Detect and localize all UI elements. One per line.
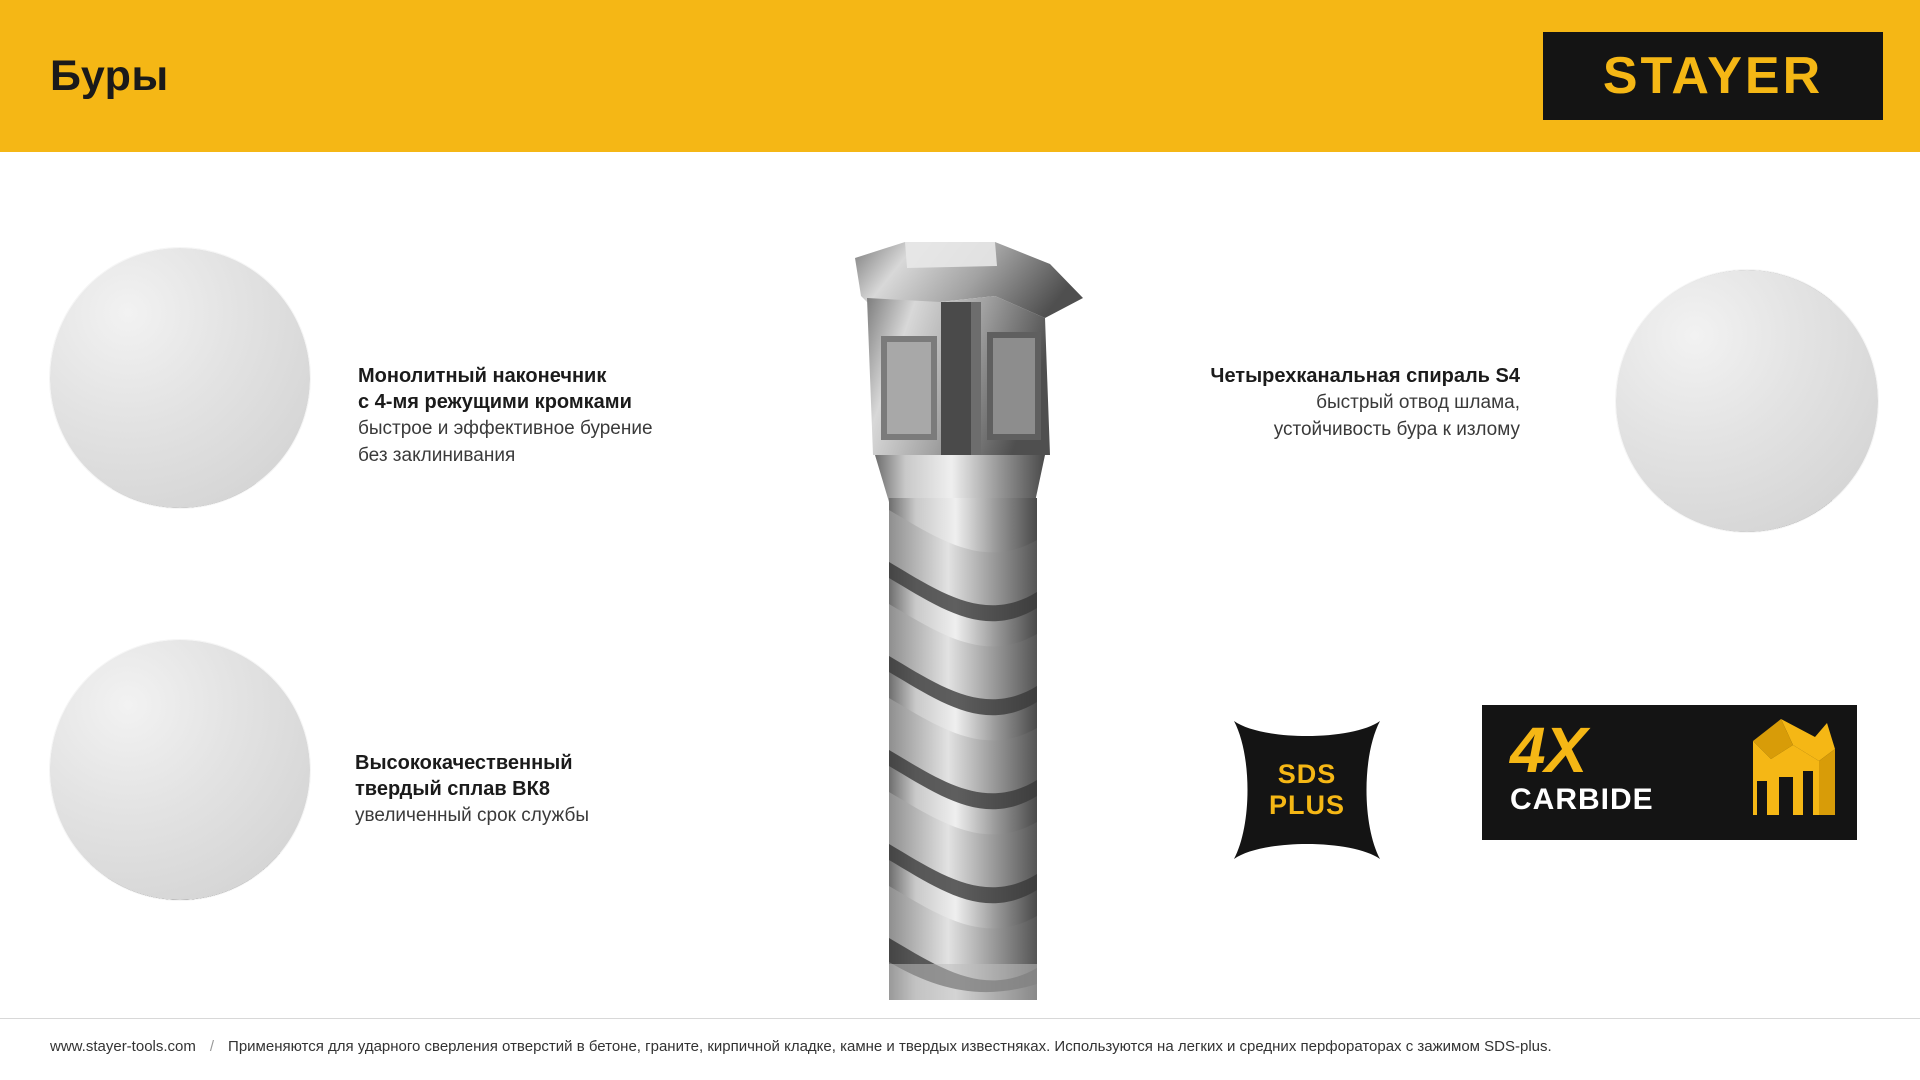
page-title: Буры	[50, 52, 169, 100]
badge-sds-plus	[1222, 715, 1392, 865]
sds-line1: SDS	[1277, 759, 1337, 789]
metal-background	[50, 248, 310, 508]
sds-line2: PLUS	[1268, 790, 1345, 820]
carbide-word-label: CARBIDE	[1510, 783, 1654, 816]
feature-image-monolithic-tip	[50, 248, 310, 508]
feature-sub-line1: увеличенный срок службы	[355, 805, 590, 826]
brand-logo-text: STAYER	[1602, 47, 1824, 105]
carbide-insert-closeup-icon	[50, 640, 310, 900]
footer-description: Применяются для ударного сверления отверстий в бетоне, граните, кирпичной кладке, камне и твердых известняках. Используются на легких и средних перфораторах с зажимом SDS-plus.	[228, 1038, 1552, 1055]
footer-divider	[0, 1018, 1920, 1019]
feature-sub-line2: без заклинивания	[358, 445, 516, 466]
badge-4x-carbide	[1482, 705, 1857, 840]
metal-background	[1616, 270, 1878, 532]
feature-text-four-channel-spiral	[1160, 363, 1520, 443]
feature-text-monolithic-tip	[358, 363, 688, 469]
carbide-crystal-icon	[1723, 715, 1843, 830]
feature-sub-line1: быстрый отвод шлама,	[1316, 392, 1520, 413]
carbide-multiplier-label: 4X	[1510, 714, 1587, 786]
footer-website[interactable]: www.stayer-tools.com	[50, 1038, 196, 1055]
feature-title-line2: с 4-мя режущими кромками	[358, 391, 632, 413]
footer-separator: /	[209, 1038, 215, 1055]
drill-bit-svg	[845, 240, 1115, 1000]
feature-title-line1: Высококачественный	[355, 752, 573, 774]
feature-title-line2: твердый сплав ВК8	[355, 778, 550, 800]
sds-plus-label	[1222, 715, 1392, 865]
feature-text-carbide-alloy	[355, 750, 685, 829]
brand-logo	[1543, 32, 1883, 120]
feature-sub-line1: быстрое и эффективное бурение	[358, 418, 653, 439]
drill-spiral-closeup-icon	[1616, 270, 1878, 532]
product-image-drill-bit	[845, 240, 1115, 1000]
feature-image-four-channel-spiral	[1616, 270, 1878, 532]
page-header	[0, 0, 1920, 152]
feature-title-line1: Монолитный наконечник	[358, 365, 607, 387]
footer	[50, 1038, 1880, 1055]
feature-title-line1: Четырехканальная спираль S4	[1210, 365, 1520, 387]
drill-tip-closeup-icon	[50, 248, 310, 508]
feature-sub-line2: устойчивость бура к излому	[1273, 419, 1520, 440]
feature-image-carbide-alloy	[50, 640, 310, 900]
metal-background	[50, 640, 310, 900]
